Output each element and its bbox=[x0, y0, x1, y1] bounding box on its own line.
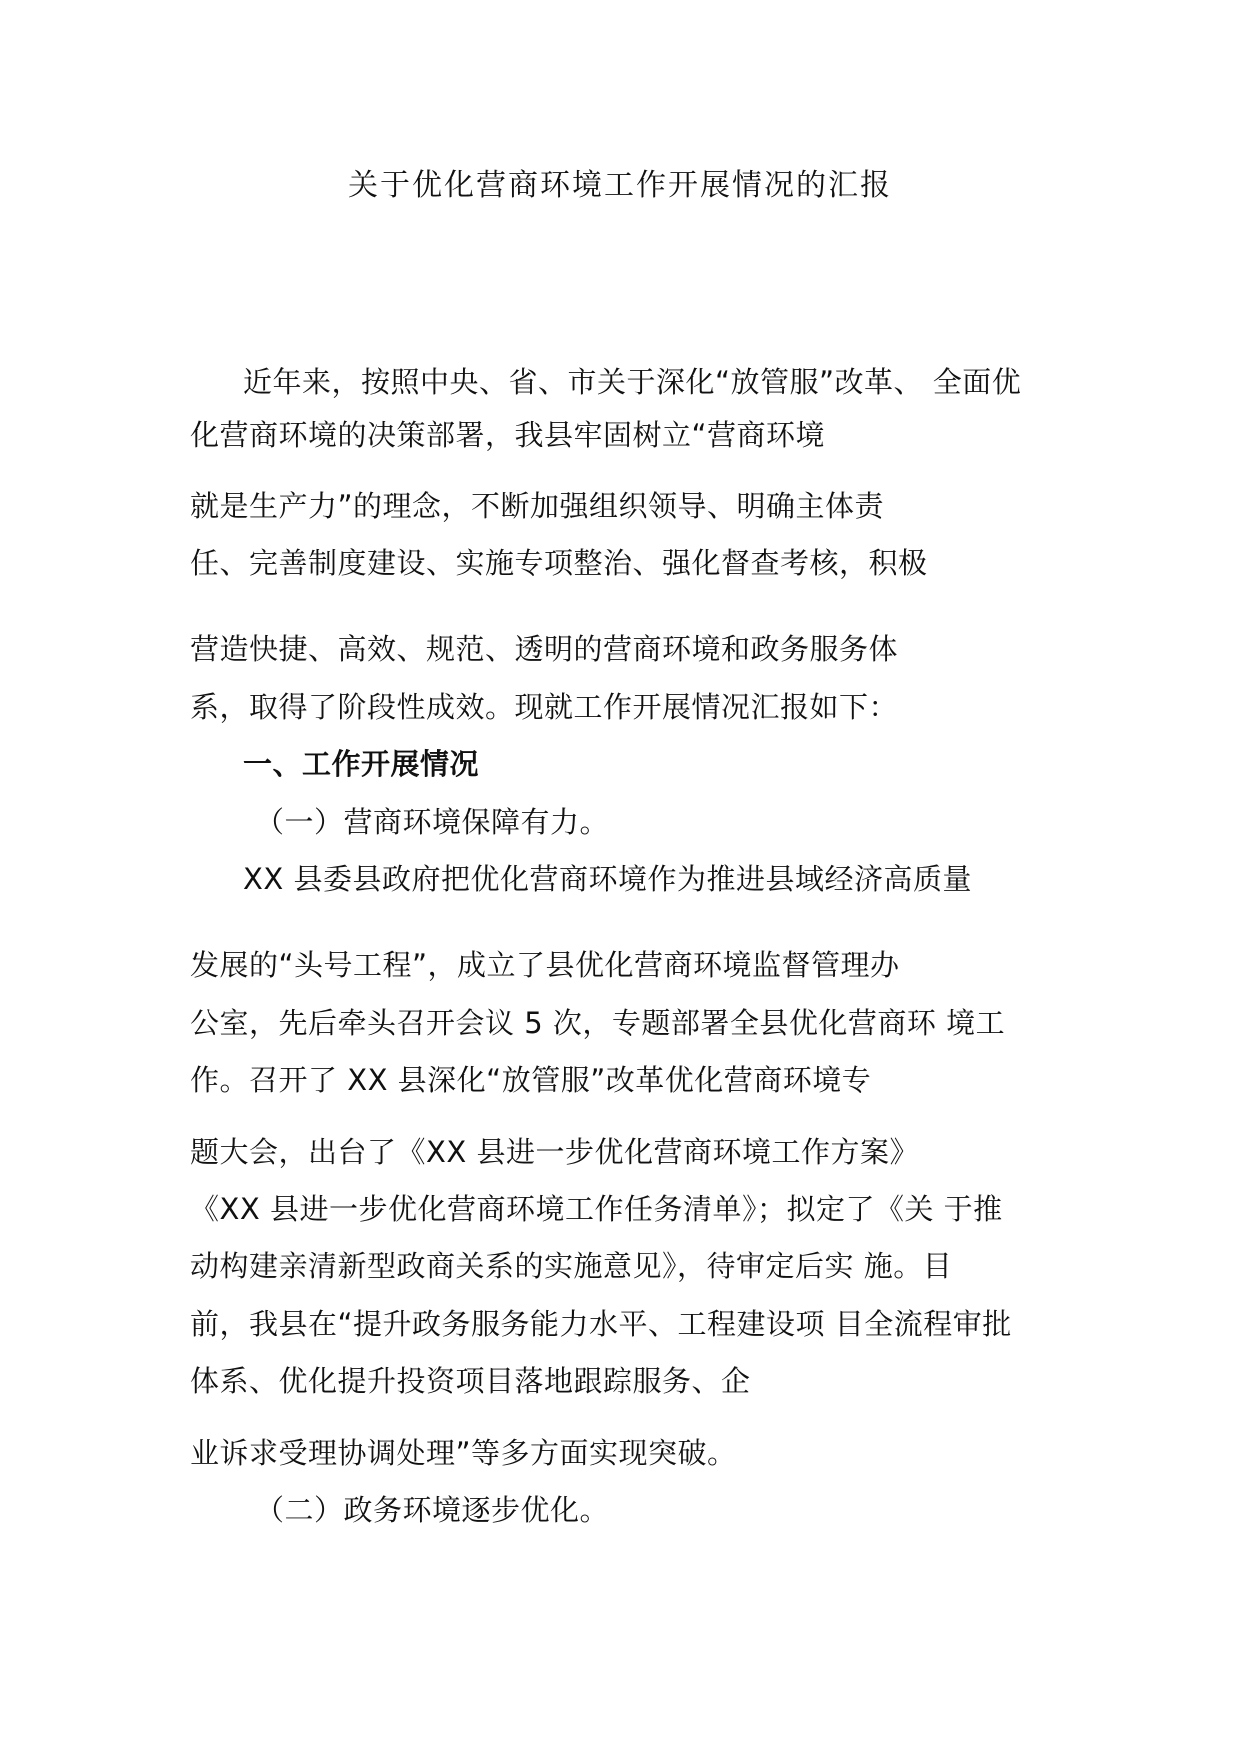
paragraph-line: 化营商环境的决策部署，我县牢固树立“营商环境 bbox=[190, 418, 826, 452]
paragraph-line: 前，我县在“提升政务服务能力水平、工程建设项 目全流程审批 bbox=[190, 1307, 1012, 1341]
section-heading: 一、工作开展情况 bbox=[243, 747, 480, 781]
paragraph-line: 近年来，按照中央、省、市关于深化“放管服”改革、 全面优 bbox=[243, 365, 1022, 399]
paragraph-line: 动构建亲清新型政商关系的实施意见》，待审定后实 施。目 bbox=[190, 1249, 953, 1283]
paragraph-line: 《XX 县进一步优化营商环境工作任务清单》；拟定了《关 于推 bbox=[190, 1192, 1003, 1226]
subsection-heading: （一）营商环境保障有力。 bbox=[255, 805, 610, 839]
paragraph-line: 公室，先后牵头召开会议 5 次，专题部署全县优化营商环 境工 bbox=[190, 1006, 1006, 1040]
paragraph-line: XX 县委县政府把优化营商环境作为推进县域经济高质量 bbox=[243, 862, 972, 896]
paragraph-line: 任、完善制度建设、实施专项整治、强化督查考核，积极 bbox=[190, 546, 928, 580]
document-title: 关于优化营商环境工作开展情况的汇报 bbox=[348, 168, 892, 203]
paragraph-line: 体系、优化提升投资项目落地跟踪服务、企 bbox=[190, 1364, 751, 1398]
paragraph-line: 题大会，出台了《XX 县进一步优化营商环境工作方案》 bbox=[190, 1135, 919, 1169]
paragraph-line: 营造快捷、高效、规范、透明的营商环境和政务服务体 bbox=[190, 632, 899, 666]
paragraph-line: 就是生产力”的理念，不断加强组织领导、明确主体责 bbox=[190, 489, 885, 523]
paragraph-line: 作。召开了 XX 县深化“放管服”改革优化营商环境专 bbox=[190, 1063, 872, 1097]
paragraph-line: 系，取得了阶段性成效。现就工作开展情况汇报如下： bbox=[190, 690, 899, 724]
paragraph-line: 业诉求受理协调处理”等多方面实现突破。 bbox=[190, 1436, 737, 1470]
paragraph-line: 发展的“头号工程”，成立了县优化营商环境监督管理办 bbox=[190, 948, 900, 982]
subsection-heading: （二）政务环境逐步优化。 bbox=[255, 1493, 610, 1527]
